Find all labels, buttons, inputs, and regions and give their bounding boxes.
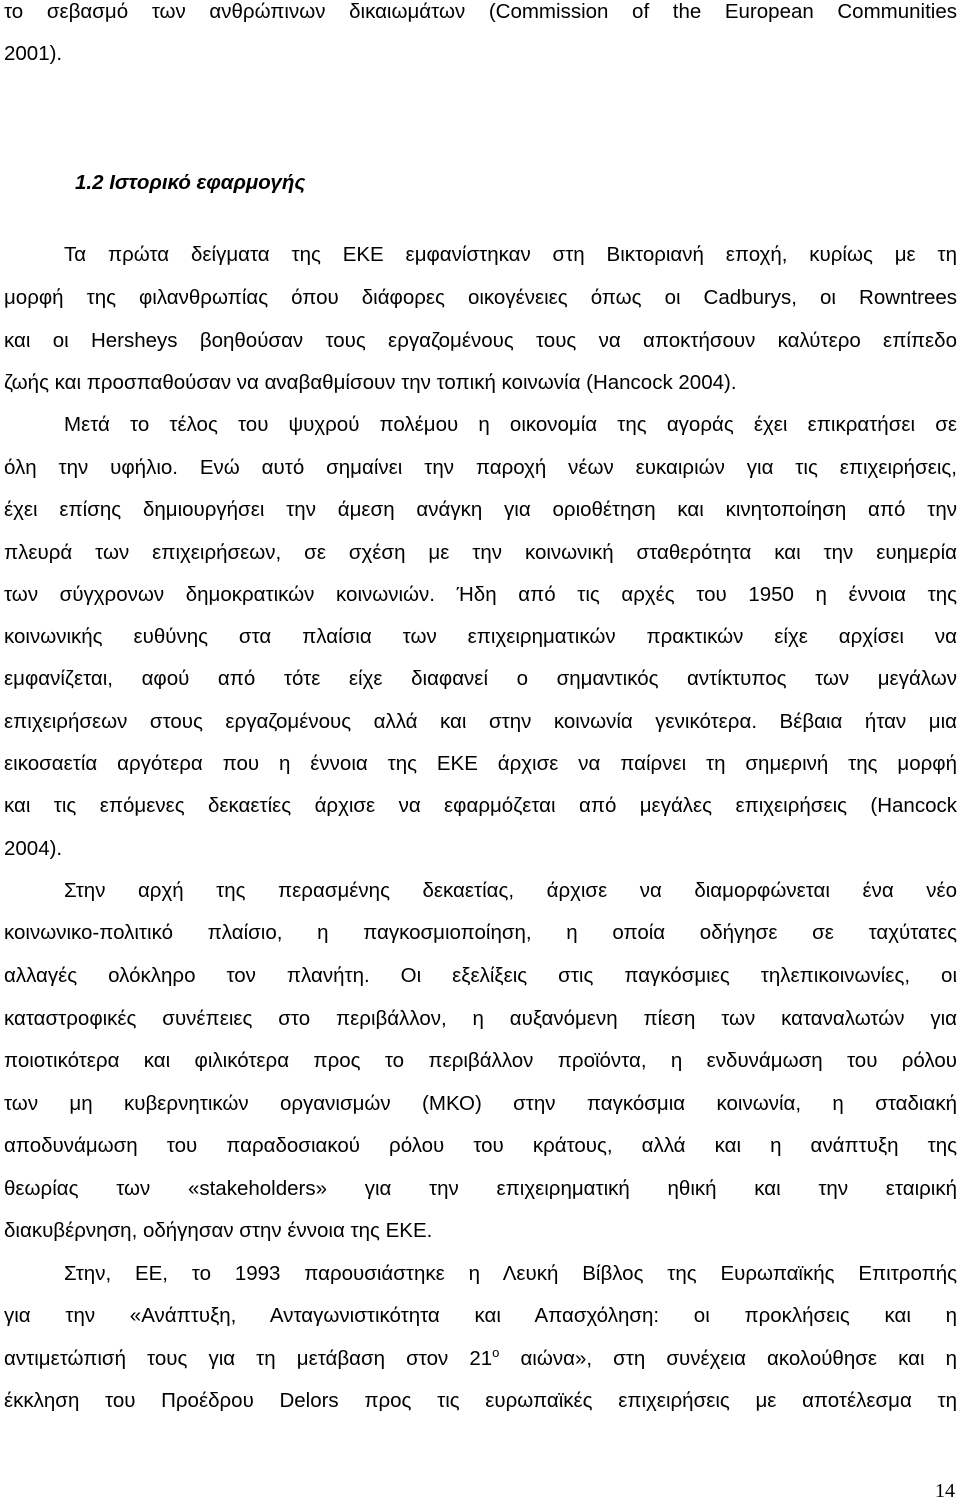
text-line: ποιοτικότερα και φιλικότερα προς το περιβάλλον προϊόντα, η ενδυνάμωση του ρόλου bbox=[4, 1049, 957, 1072]
text-line: το σεβασμό των ανθρώπινων δικαιωμάτων (Commission of the European Communities bbox=[4, 0, 957, 23]
text-line: επιχειρήσεων στους εργαζομένους αλλά και στην κοινωνία γενικότερα. Βέβαια ήταν μια bbox=[4, 710, 957, 733]
text-line: 2004). bbox=[4, 837, 63, 860]
text-line: Στην αρχή της περασμένης δεκαετίας, άρχισε να διαμορφώνεται ένα νέο bbox=[64, 879, 957, 902]
text-line: αλλαγές ολόκληρο τον πλανήτη. Οι εξελίξεις στις παγκόσμιες τηλεπικοινωνίες, οι bbox=[4, 964, 957, 987]
text-line: Μετά το τέλος του ψυχρού πολέμου η οικονομία της αγοράς έχει επικρατήσει σε bbox=[64, 413, 957, 436]
text-line: κοινωνικο-πολιτικό πλαίσιο, η παγκοσμιοποίηση, η οποία οδήγησε σε ταχύτατες bbox=[4, 921, 957, 944]
text-line: 2001). bbox=[4, 42, 63, 65]
text-line: Τα πρώτα δείγματα της ΕΚΕ εμφανίστηκαν στη Βικτοριανή εποχή, κυρίως με τη bbox=[64, 243, 957, 266]
text-line: εμφανίζεται, αφού από τότε είχε διαφανεί ο σημαντικός αντίκτυπος των μεγάλων bbox=[4, 667, 957, 690]
page-number: 14 bbox=[935, 1480, 955, 1502]
text-line: πλευρά των επιχειρήσεων, σε σχέση με την κοινωνική σταθερότητα και την ευημερία bbox=[4, 541, 957, 564]
text-line: και τις επόμενες δεκαετίες άρχισε να εφαρμόζεται από μεγάλες επιχειρήσεις (Hancock bbox=[4, 794, 957, 817]
text-span: αιώνα», στη συνέχεια ακολούθησε και η bbox=[499, 1347, 957, 1370]
text-line: ζωής και προσπαθούσαν να αναβαθμίσουν την τοπική κοινωνία (Hancock 2004). bbox=[4, 371, 737, 394]
text-line: διακυβέρνηση, οδήγησαν στην έννοια της ΕΚΕ. bbox=[4, 1219, 433, 1242]
text-line: έκκληση του Προέδρου Delors προς τις ευρωπαϊκές επιχειρήσεις με αποτέλεσμα τη bbox=[4, 1389, 957, 1412]
text-line: εικοσαετία αργότερα που η έννοια της ΕΚΕ άρχισε να παίρνει τη σημερινή της μορφή bbox=[4, 752, 957, 775]
text-line: για την «Ανάπτυξη, Ανταγωνιστικότητα και Απασχόληση: οι προκλήσεις και η bbox=[4, 1304, 957, 1327]
section-title: Ιστορικό εφαρμογής bbox=[109, 171, 306, 194]
text-span: αντιμετώπισή τους για τη μετάβαση στον 21 bbox=[4, 1347, 493, 1370]
text-line: έχει επίσης δημιουργήσει την άμεση ανάγκη για οριοθέτηση και κινητοποίηση από την bbox=[4, 498, 957, 521]
ordinal-superscript: ο bbox=[492, 1345, 500, 1360]
text-line: των μη κυβερνητικών οργανισμών (ΜΚΟ) στην παγκόσμια κοινωνία, η σταδιακή bbox=[4, 1092, 957, 1115]
text-line: θεωρίας των «stakeholders» για την επιχειρηματική ηθική και την εταιρική bbox=[4, 1177, 957, 1200]
text-line: των σύγχρονων δημοκρατικών κοινωνιών. Ήδη από τις αρχές του 1950 η έννοια της bbox=[4, 583, 957, 606]
text-line: αποδυνάμωση του παραδοσιακού ρόλου του κράτους, αλλά και η ανάπτυξη της bbox=[4, 1134, 957, 1157]
text-line bbox=[4, 1347, 957, 1371]
text-line: Στην, ΕΕ, το 1993 παρουσιάστηκε η Λευκή Βίβλος της Ευρωπαϊκής Επιτροπής bbox=[64, 1262, 957, 1285]
section-number: 1.2 bbox=[75, 171, 104, 194]
text-line: κοινωνικής ευθύνης στα πλαίσια των επιχειρηματικών πρακτικών είχε αρχίσει να bbox=[4, 625, 957, 648]
section-heading bbox=[75, 171, 305, 195]
text-line: και οι Hersheys βοηθούσαν τους εργαζομένους τους να αποκτήσουν καλύτερο επίπεδο bbox=[4, 329, 957, 352]
text-line: καταστροφικές συνέπειες στο περιβάλλον, η αυξανόμενη πίεση των καταναλωτών για bbox=[4, 1007, 957, 1030]
text-line: μορφή της φιλανθρωπίας όπου διάφορες οικογένειες όπως οι Cadburys, οι Rowntrees bbox=[4, 286, 957, 309]
text-line: όλη την υφήλιο. Ενώ αυτό σημαίνει την παροχή νέων ευκαιριών για τις επιχειρήσεις, bbox=[4, 456, 957, 479]
